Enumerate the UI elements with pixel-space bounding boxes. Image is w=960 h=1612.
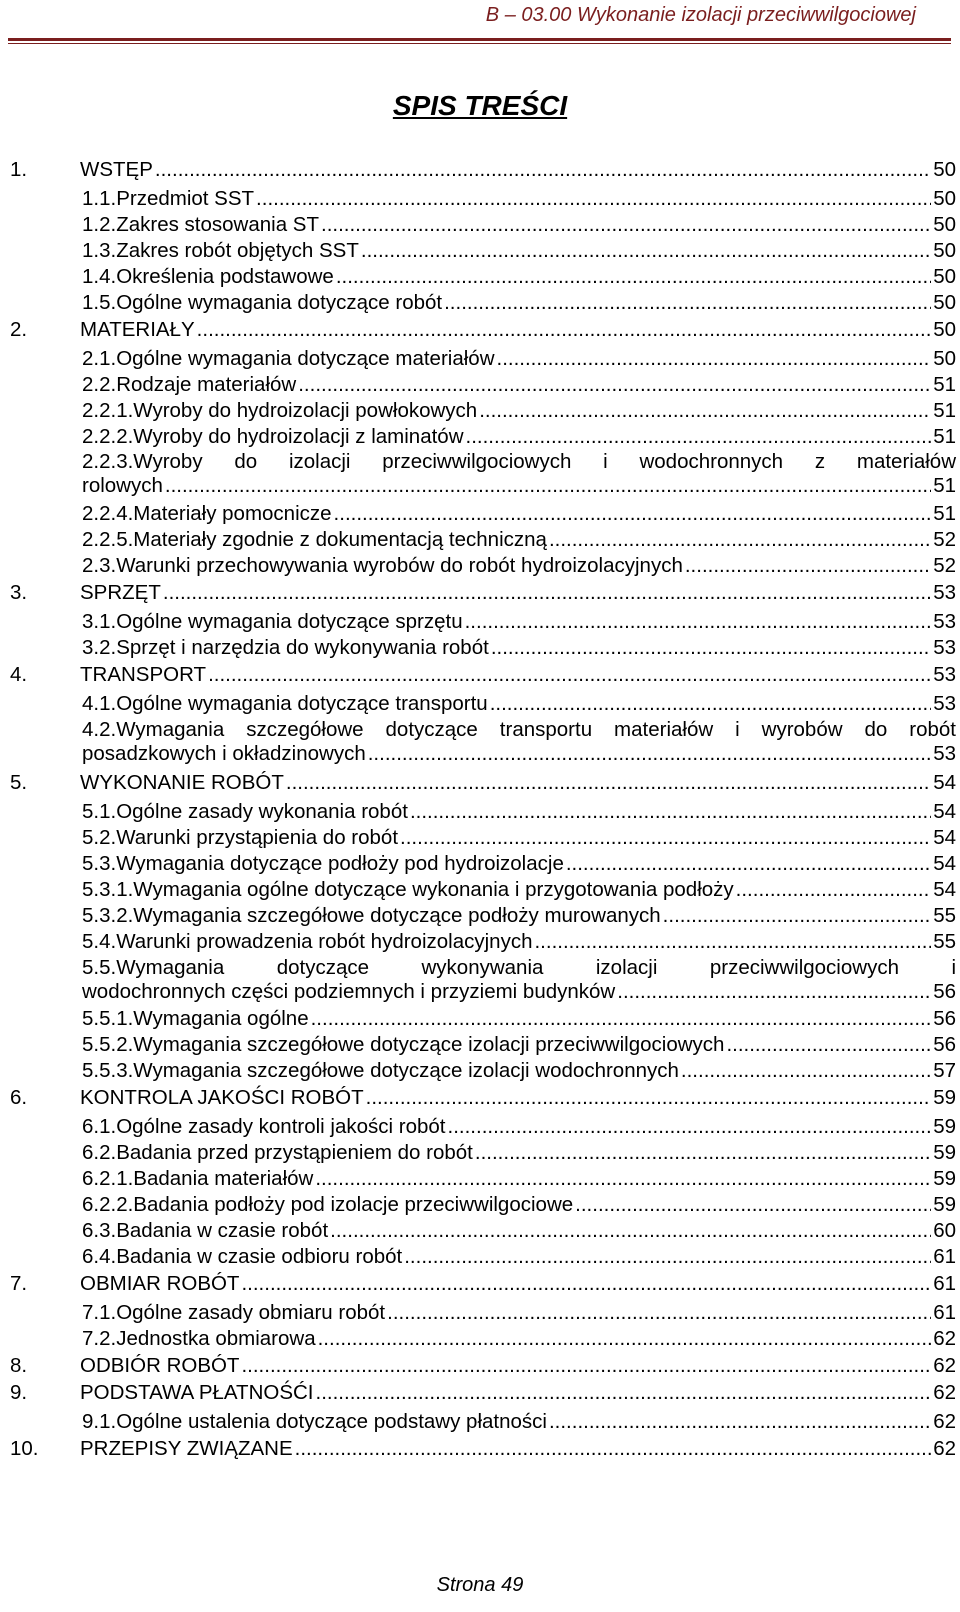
toc-page-number: 55 [933,929,956,953]
toc-section-number: 3. [10,581,28,605]
toc-page-number: 57 [933,1059,956,1083]
toc-page-number: 50 [933,238,956,262]
toc-subsection[interactable] [10,373,956,397]
toc-label: 6.2.1.Badania materiałów [82,1167,314,1191]
toc-dot-leader [321,213,931,237]
toc-label: 4.2.Wymagania szczegółowe dotyczące transportu materiałów i wyrobów do robót [82,717,956,741]
toc-section[interactable] [10,1354,956,1378]
toc-subsection[interactable] [10,1327,956,1351]
toc-page-number: 54 [933,770,956,794]
toc-label: 1.3.Zakres robót objętych SST [82,238,359,262]
toc-label: 5.4.Warunki prowadzenia robót hydroizolacyjnych [82,929,533,953]
toc-label: 5.1.Ogólne zasady wykonania robót [82,799,408,823]
toc-label: 1.1.Przedmiot SST [82,186,255,210]
toc-label: 2.2.3.Wyroby do izolacji przeciwwilgociowych i wodochronnych z materiałów [82,450,956,474]
toc-dot-leader [165,474,931,498]
toc-section[interactable] [10,771,956,795]
toc-section[interactable] [10,1381,956,1405]
toc-dot-leader [448,1115,932,1139]
toc-subsection[interactable] [10,610,956,634]
header-rule-thin [8,43,951,44]
toc-page-number: 59 [933,1115,956,1139]
toc-page-number: 50 [933,212,956,236]
toc-label: 1.5.Ogólne wymagania dotyczące robót [82,290,443,314]
toc-subsection[interactable] [10,554,956,578]
toc-label-continuation: posadzkowych i okładzinowych [82,741,366,765]
toc-section[interactable] [10,1086,956,1110]
toc-dot-leader [316,1381,932,1405]
toc-subsection[interactable] [10,826,956,850]
header-text: B – 03.00 Wykonanie izolacji przeciwwilgociowej [485,4,916,26]
toc-label: MATERIAŁY [80,317,195,341]
toc-dot-leader [549,1410,931,1434]
toc-label: 7.1.Ogólne zasady obmiaru robót [82,1300,386,1324]
toc-label: 2.1.Ogólne wymagania dotyczące materiałów [82,346,495,370]
toc-page-number: 59 [933,1141,956,1165]
toc-subsection[interactable] [10,239,956,263]
page-header [0,4,960,34]
toc-dot-leader [736,878,932,902]
toc-page-number: 54 [933,799,956,823]
toc-page-number: 59 [933,1086,956,1110]
toc-label: ODBIÓR ROBÓT [80,1353,240,1377]
toc-subsection[interactable] [10,904,956,928]
toc-page-number: 51 [933,424,956,448]
toc-subsection[interactable] [10,1033,956,1057]
toc-subsection[interactable] [10,291,956,315]
toc-subsection[interactable] [10,800,956,824]
toc-page-number: 54 [933,825,956,849]
toc-dot-leader [256,187,931,211]
toc-label: 6.4.Badania w czasie odbioru robót [82,1244,403,1268]
toc-page-number: 50 [933,317,956,341]
toc-subsection[interactable] [10,1219,956,1243]
toc-label: 5.3.1.Wymagania ogólne dotyczące wykonania i przygotowania podłoży [82,877,734,901]
document-title: SPIS TREŚCI [392,90,568,121]
toc-label-continuation: wodochronnych części podziemnych i przyziemi budynków [82,979,616,1003]
toc-dot-leader [549,528,931,552]
toc-subsection[interactable] [10,1141,956,1165]
toc-dot-leader [575,1193,931,1217]
toc-label: 6.2.2.Badania podłoży pod izolacje przeciwwilgociowe [82,1193,574,1217]
toc-dot-leader [366,1086,932,1110]
toc-section[interactable] [10,1272,956,1296]
toc-section[interactable] [10,663,956,687]
toc-subsection[interactable] [10,213,956,237]
toc-subsection[interactable] [10,502,956,526]
toc-section-number: 5. [10,770,28,794]
toc-dot-leader [491,636,931,660]
toc-dot-leader [241,1354,931,1378]
toc-page-number: 52 [933,528,956,552]
toc-subsection[interactable] [10,1059,956,1083]
toc-dot-leader [617,980,931,1004]
toc-dot-leader [298,373,931,397]
toc-dot-leader [286,771,931,795]
toc-label: WYKONANIE ROBÓT [80,770,284,794]
toc-label: 2.2.1.Wyroby do hydroizolacji powłokowych [82,398,478,422]
toc-page-number: 54 [933,877,956,901]
toc-subsection[interactable] [10,1193,956,1217]
toc-page-number: 50 [933,186,956,210]
toc-subsection[interactable] [10,636,956,660]
toc-label: 1.2.Zakres stosowania ST [82,212,319,236]
page-footer: Strona 49 [436,1574,524,1596]
toc-label: 2.2.2.Wyroby do hydroizolacji z laminatów [82,424,464,448]
toc-page-number: 53 [933,741,956,765]
toc-section-number: 8. [10,1353,28,1377]
toc-page-number: 53 [933,610,956,634]
toc-page-number: 53 [933,692,956,715]
toc-dot-leader [566,852,931,876]
toc-label: 7.2.Jednostka obmiarowa [82,1326,316,1350]
toc-label: 9.1.Ogólne ustalenia dotyczące podstawy płatności [82,1409,547,1433]
toc-page-number: 50 [933,264,956,288]
toc-subsection[interactable] [10,425,956,449]
toc-label: 2.2.5.Materiały zgodnie z dokumentacją techniczną [82,528,547,552]
toc-page-number: 62 [933,1326,956,1350]
toc-section-number: 6. [10,1086,28,1110]
toc-dot-leader [155,158,931,182]
toc-label: PODSTAWA PŁATNOŚĆI [80,1380,314,1404]
toc-subsection[interactable] [10,450,956,498]
toc-dot-leader [197,318,932,342]
toc-label: PRZEPISY ZWIĄZANE [80,1436,293,1460]
toc-dot-leader [311,1007,932,1031]
toc-subsection[interactable] [10,1115,956,1139]
toc-page-number: 50 [933,158,956,181]
toc-dot-leader [479,399,931,423]
toc-dot-leader [241,1272,931,1296]
toc-page-number: 56 [933,979,956,1003]
toc-page-number: 62 [933,1409,956,1433]
toc-dot-leader [681,1059,931,1083]
toc-page-number: 50 [933,346,956,370]
toc-page-number: 51 [933,502,956,526]
toc-page-number: 62 [933,1380,956,1404]
toc-page-number: 55 [933,903,956,927]
toc-section-number: 9. [10,1380,28,1404]
toc-subsection[interactable] [10,718,956,766]
toc-label: WSTĘP [80,158,153,181]
toc-subsection[interactable] [10,347,956,371]
toc-page-number: 56 [933,1007,956,1031]
toc-page-number: 61 [933,1244,956,1268]
toc-page-number: 50 [933,290,956,314]
toc-page-number: 59 [933,1193,956,1217]
toc-label: 5.5.1.Wymagania ogólne [82,1007,309,1031]
toc-dot-leader [315,1167,931,1191]
toc-section-number: 4. [10,663,28,687]
toc-page-number: 53 [933,581,956,605]
toc-dot-leader [465,610,932,634]
toc-page-number: 62 [933,1436,956,1460]
toc-subsection[interactable] [10,1167,956,1191]
toc-page-number: 53 [933,663,956,687]
toc-label: 6.1.Ogólne zasady kontroli jakości robót [82,1115,446,1139]
toc-dot-leader [444,291,931,315]
toc-subsection[interactable] [10,399,956,423]
toc-label: 3.1.Ogólne wymagania dotyczące sprzętu [82,610,463,634]
toc-label: 5.3.Wymagania dotyczące podłoży pod hydroizolacje [82,851,564,875]
toc-subsection[interactable] [10,956,956,1004]
toc-dot-leader [410,800,931,824]
toc-subsection[interactable] [10,930,956,954]
toc-dot-leader [663,904,932,928]
toc-subsection[interactable] [10,1410,956,1434]
toc-subsection[interactable] [10,878,956,902]
toc-dot-leader [534,930,931,954]
toc-label: 6.3.Badania w czasie robót [82,1219,329,1242]
toc-section[interactable] [10,318,956,342]
toc-page-number: 54 [933,851,956,875]
toc-page-number: 53 [933,636,956,660]
toc-label-continuation: rolowych [82,474,163,498]
toc-dot-leader [400,826,931,850]
toc-page-number: 61 [933,1300,956,1324]
toc-label: SPRZĘT [80,581,161,605]
toc-section[interactable] [10,581,956,605]
toc-label: 3.2.Sprzęt i narzędzia do wykonywania robót [82,636,489,660]
toc-label: 5.2.Warunki przystąpienia do robót [82,825,399,849]
toc-section[interactable] [10,158,956,182]
toc-label: OBMIAR ROBÓT [80,1271,240,1295]
toc-label: 5.5.Wymagania dotyczące wykonywania izolacji przeciwwilgociowych i [82,955,956,979]
toc-subsection[interactable] [10,852,956,876]
toc-dot-leader [387,1301,931,1325]
toc-page-number: 61 [933,1271,956,1295]
toc-page-number: 51 [933,474,956,498]
toc-label: 2.3.Warunki przechowywania wyrobów do robót hydroizolacyjnych [82,554,683,578]
toc-dot-leader [334,502,932,526]
toc-dot-leader [163,581,931,605]
toc-dot-leader [726,1033,931,1057]
toc-dot-leader [466,425,932,449]
toc-subsection[interactable] [10,265,956,289]
toc-subsection[interactable] [10,1245,956,1269]
toc-dot-leader [318,1327,932,1351]
toc-dot-leader [490,692,932,716]
toc-label: 2.2.Rodzaje materiałów [82,372,297,396]
toc-section[interactable] [10,1437,956,1461]
toc-dot-leader [336,265,931,289]
toc-subsection[interactable] [10,1007,956,1031]
toc-dot-leader [497,347,932,371]
toc-label: 2.2.4.Materiały pomocnicze [82,502,332,526]
toc-dot-leader [404,1245,931,1269]
toc-label: 5.3.2.Wymagania szczegółowe dotyczące podłoży murowanych [82,903,661,927]
toc-dot-leader [330,1219,931,1243]
toc-page-number: 62 [933,1353,956,1377]
toc-dot-leader [295,1437,932,1461]
toc-dot-leader [475,1141,931,1165]
toc-page-number: 60 [933,1219,956,1242]
toc-page-number: 59 [933,1167,956,1191]
toc-dot-leader [208,663,931,687]
toc-section-number: 10. [10,1436,39,1460]
toc-label: 4.1.Ogólne wymagania dotyczące transportu [82,692,488,715]
toc-label: 5.5.3.Wymagania szczegółowe dotyczące izolacji wodochronnych [82,1059,679,1083]
toc-label: KONTROLA JAKOŚCI ROBÓT [80,1086,364,1110]
header-rule-thick [8,38,951,41]
toc-subsection[interactable] [10,187,956,211]
toc-subsection[interactable] [10,528,956,552]
toc-subsection[interactable] [10,692,956,716]
toc-page-number: 51 [933,398,956,422]
toc-section-number: 2. [10,317,28,341]
toc-label: 1.4.Określenia podstawowe [82,264,334,288]
toc-dot-leader [685,554,931,578]
toc-subsection[interactable] [10,1301,956,1325]
toc-label: TRANSPORT [80,663,207,687]
toc-dot-leader [361,239,931,263]
toc-section-number: 1. [10,158,28,181]
toc-label: 6.2.Badania przed przystąpieniem do robót [82,1141,473,1165]
toc-label: 5.5.2.Wymagania szczegółowe dotyczące izolacji przeciwwilgociowych [82,1033,725,1057]
toc-section-number: 7. [10,1271,28,1295]
toc-page-number: 51 [933,372,956,396]
toc-page-number: 56 [933,1033,956,1057]
toc-dot-leader [368,742,931,766]
toc-page-number: 52 [933,554,956,578]
